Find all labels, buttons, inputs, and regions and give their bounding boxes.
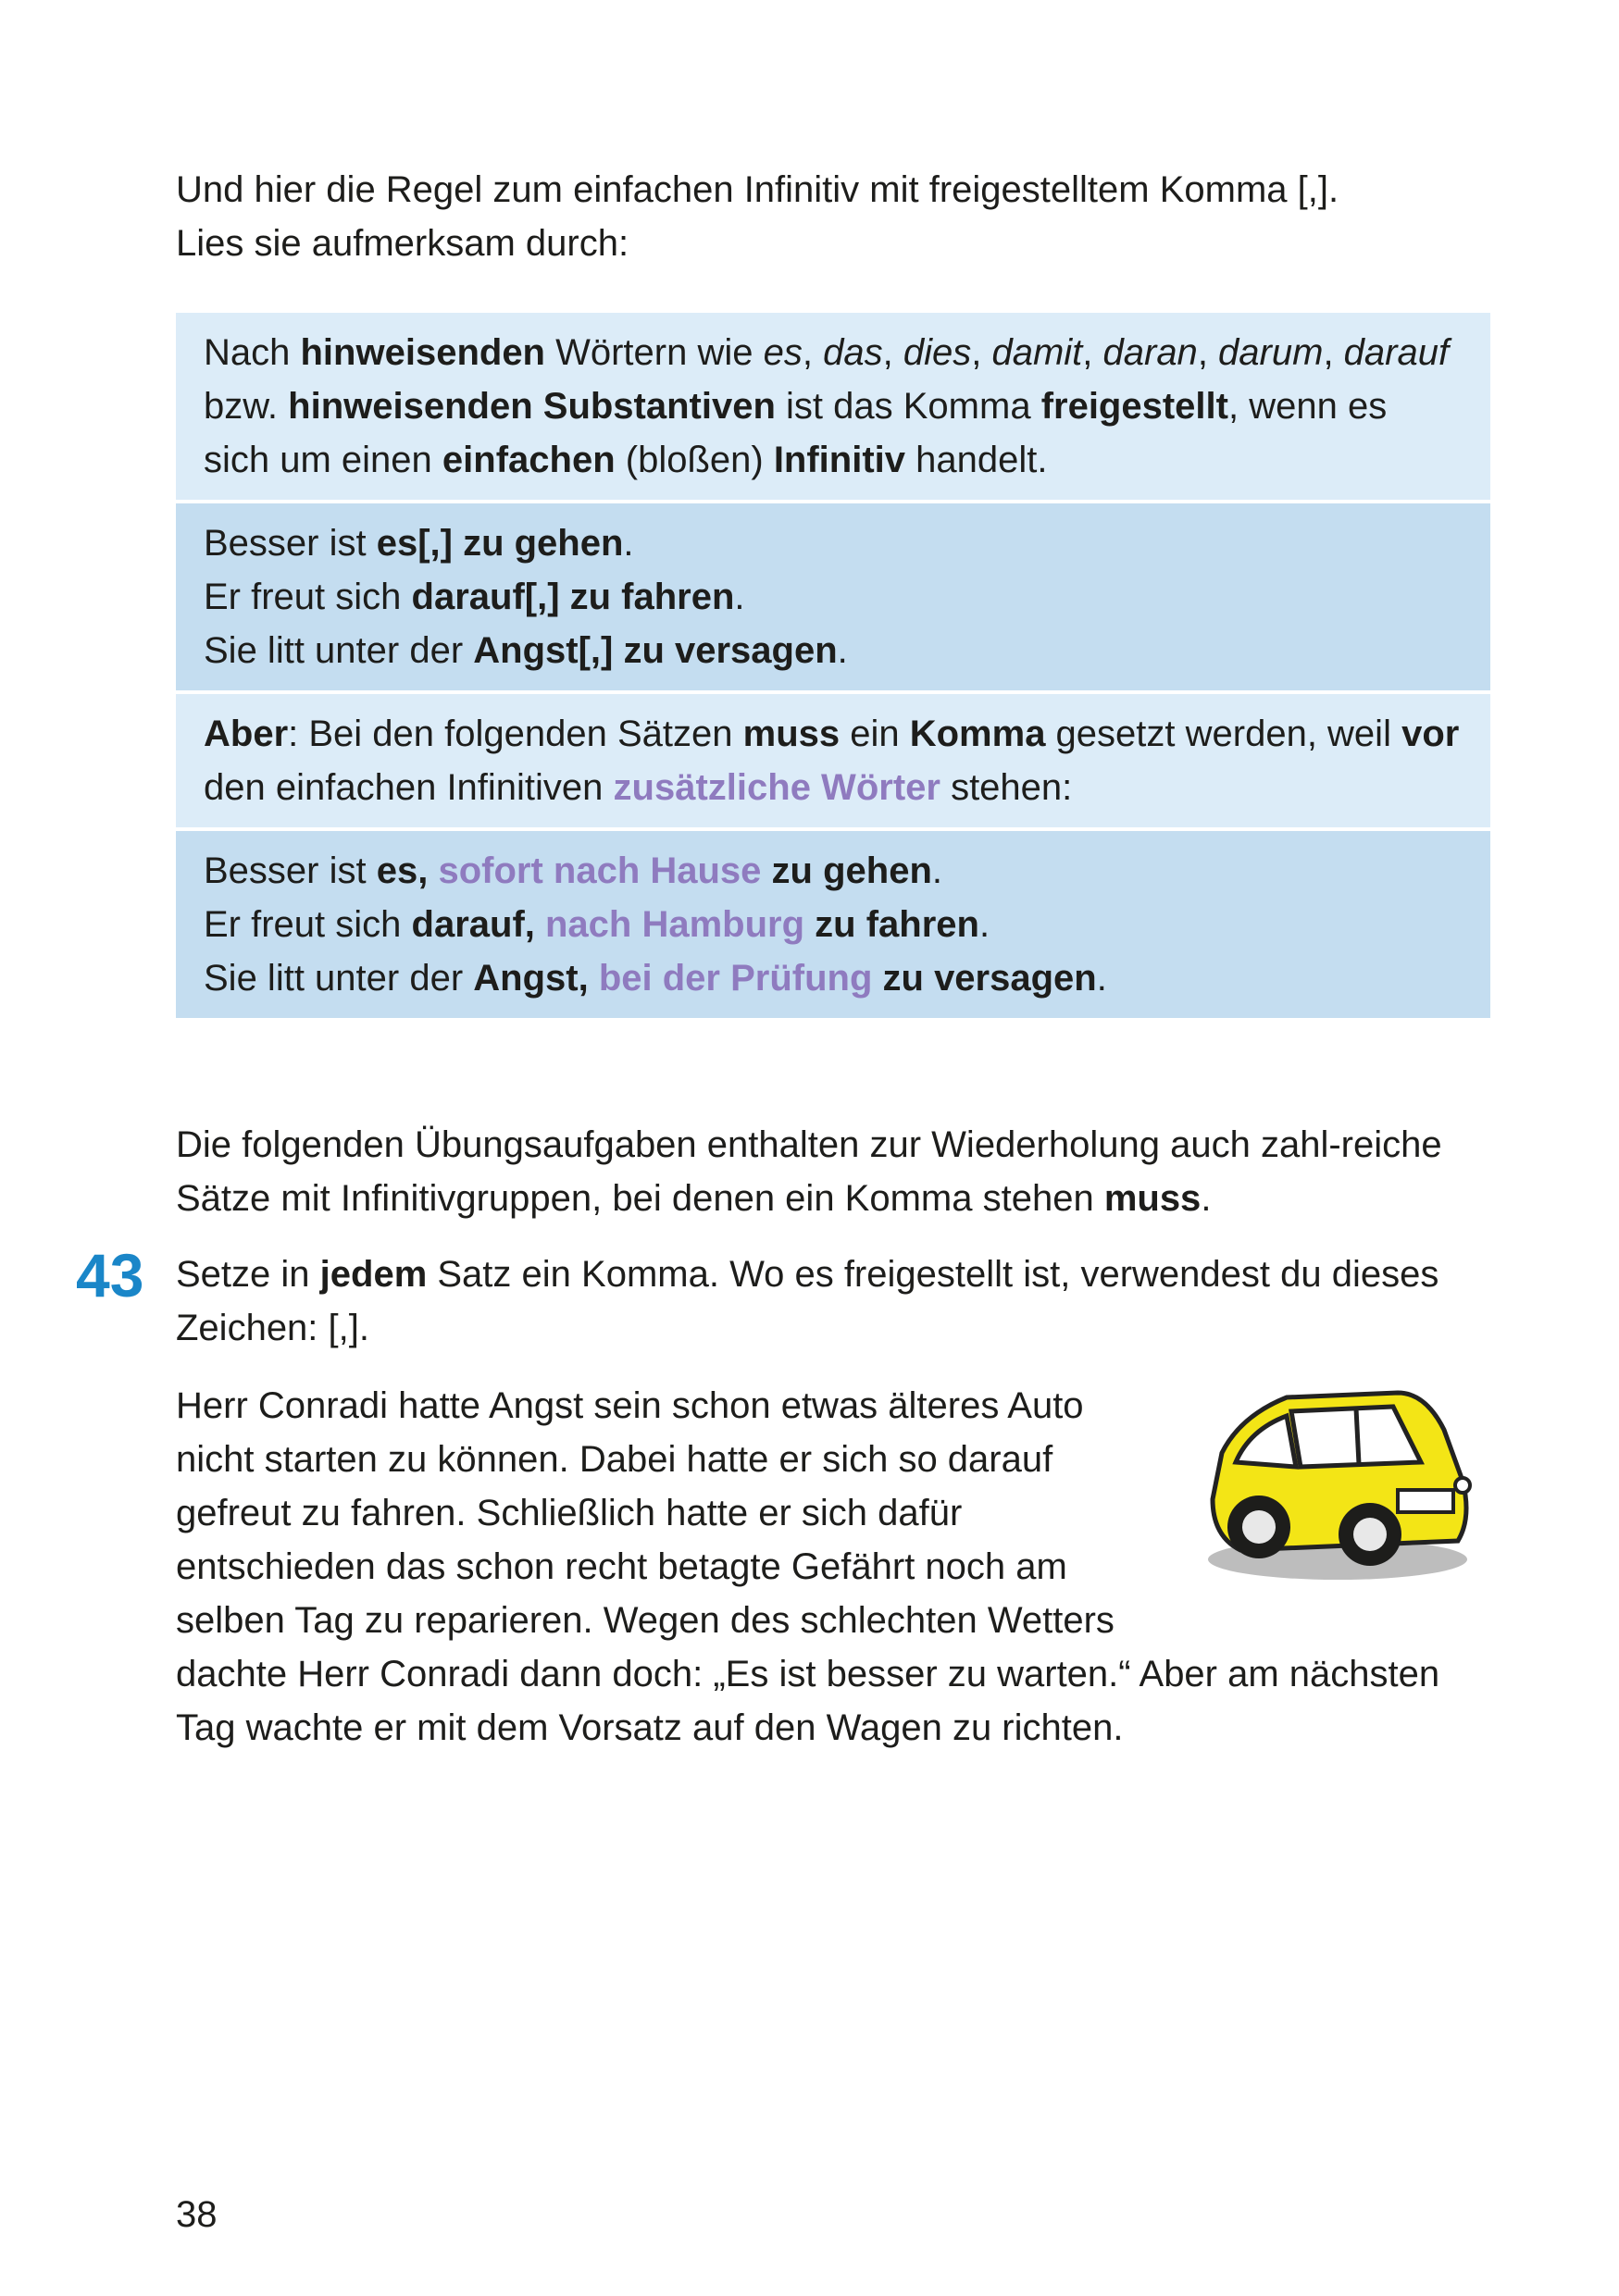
text-run: daran xyxy=(1102,332,1198,373)
text-run: Sie litt unter der xyxy=(204,630,474,671)
text-run: bei der Prüfung xyxy=(598,958,873,999)
text-run: Die folgenden Übungsaufgaben enthalten zur Wiederholung auch zahl-reiche Sätze mit Infinitivgruppen, bei denen ein Komma stehen xyxy=(176,1124,1442,1219)
text-run: es xyxy=(763,332,803,373)
rule-box xyxy=(176,313,1490,1018)
intro-paragraph xyxy=(176,163,1490,270)
text-run: zu versagen xyxy=(882,958,1097,999)
text-run: Angst[,] zu versagen xyxy=(473,630,838,671)
text-run: Setze in xyxy=(176,1254,320,1295)
text-run: darum xyxy=(1218,332,1324,373)
text-run: . xyxy=(931,850,943,891)
exercise-story xyxy=(176,1379,1490,1755)
text-run: es, xyxy=(376,850,429,891)
text-run: es[,] zu gehen xyxy=(376,523,624,564)
text-run xyxy=(535,904,545,945)
text-run: darauf, xyxy=(411,904,535,945)
text-run: , wenn es sich um einen xyxy=(204,386,1388,480)
page-number: 38 xyxy=(176,2194,218,2235)
rule-text xyxy=(176,313,1490,500)
text-run: , xyxy=(882,332,903,373)
text-run: den einfachen Infinitiven xyxy=(204,767,614,808)
text-run: ist das Komma xyxy=(775,386,1041,427)
text-run: darauf[,] zu fahren xyxy=(411,577,735,617)
text-run: . xyxy=(1096,958,1107,999)
intro-line-1: Und hier die Regel zum einfachen Infinitiv mit freigestelltem Komma [,]. xyxy=(176,169,1339,210)
text-run: sofort nach Hause xyxy=(438,850,762,891)
text-run: . xyxy=(978,904,990,945)
text-run: Aber xyxy=(204,714,289,754)
text-run: zusätzliche Wörter xyxy=(613,767,940,808)
text-run: . xyxy=(734,577,745,617)
text-run: Er freut sich xyxy=(204,904,412,945)
text-run: Besser ist xyxy=(204,850,377,891)
text-run: damit xyxy=(991,332,1083,373)
text-run: Er freut sich xyxy=(204,577,412,617)
rule-examples-optional-comma xyxy=(176,503,1490,690)
rule-exception-text xyxy=(176,694,1490,827)
text-run: Satz ein Komma. Wo es freigestellt ist, verwendest du dieses Zeichen: [,]. xyxy=(176,1254,1439,1348)
example-sentence xyxy=(204,624,1463,677)
text-run: Sie litt unter der xyxy=(204,958,474,999)
text-run: freigestellt xyxy=(1040,386,1228,427)
text-run: stehen: xyxy=(940,767,1073,808)
text-run: jedem xyxy=(319,1254,428,1295)
text-run xyxy=(428,850,438,891)
text-run: einfachen xyxy=(442,440,616,480)
text-run: , xyxy=(971,332,992,373)
text-run xyxy=(804,904,815,945)
text-run: Infinitiv xyxy=(773,440,906,480)
text-run: Komma xyxy=(909,714,1046,754)
text-run: hinweisenden Substantiven xyxy=(288,386,776,427)
text-run: nach Hamburg xyxy=(545,904,805,945)
example-sentence xyxy=(204,898,1463,951)
car-illustration xyxy=(1185,1379,1490,1596)
text-run xyxy=(872,958,882,999)
text-run: Nach xyxy=(204,332,301,373)
text-run: , xyxy=(1082,332,1103,373)
text-run: , xyxy=(802,332,824,373)
text-run: handelt. xyxy=(905,440,1048,480)
text-run: Angst, xyxy=(473,958,589,999)
exercise-intro-paragraph xyxy=(176,1118,1490,1225)
text-run: . xyxy=(623,523,634,564)
task-number: 43 xyxy=(76,1241,144,1309)
task-instruction xyxy=(176,1247,1490,1355)
text-run: . xyxy=(837,630,848,671)
text-run: : Bei den folgenden Sätzen xyxy=(288,714,743,754)
text-run: muss xyxy=(742,714,841,754)
text-run: (bloßen) xyxy=(615,440,774,480)
example-sentence xyxy=(204,570,1463,624)
story-text: Herr Conradi hatte Angst sein schon etwas älteres Auto nicht starten zu können. Dabei hatte er sich so darauf gefreut zu fahren. Schließlich hatte er sich dafür entschieden das schon recht betagte Gefährt noch am selben Tag zu reparieren. Wegen des schlechten Wetters dachte Herr Conradi dann doch: „Es ist besser zu warten.“ Aber am nächsten Tag wachte er mit dem Vorsatz auf den Wagen zu richten. xyxy=(176,1385,1440,1748)
rule-examples-mandatory-comma xyxy=(176,831,1490,1018)
text-run: , xyxy=(1197,332,1219,373)
text-run: darauf xyxy=(1343,332,1450,373)
text-run: zu gehen xyxy=(771,850,932,891)
example-sentence xyxy=(204,844,1463,898)
text-run: das xyxy=(823,332,883,373)
text-run: Wörtern wie xyxy=(545,332,764,373)
example-sentence xyxy=(204,516,1463,570)
intro-line-2: Lies sie aufmerksam durch: xyxy=(176,223,629,264)
text-run: dies xyxy=(903,332,972,373)
text-run: vor xyxy=(1401,714,1460,754)
text-run: Besser ist xyxy=(204,523,377,564)
text-run xyxy=(761,850,771,891)
text-run: ein xyxy=(840,714,910,754)
text-run: hinweisenden xyxy=(300,332,545,373)
example-sentence xyxy=(204,951,1463,1005)
text-run: zu fahren xyxy=(815,904,979,945)
text-run: . xyxy=(1201,1178,1212,1219)
text-run: , xyxy=(1323,332,1344,373)
text-run: muss xyxy=(1103,1178,1202,1219)
text-run: gesetzt werden, weil xyxy=(1045,714,1402,754)
text-run: bzw. xyxy=(204,386,289,427)
text-run xyxy=(589,958,599,999)
